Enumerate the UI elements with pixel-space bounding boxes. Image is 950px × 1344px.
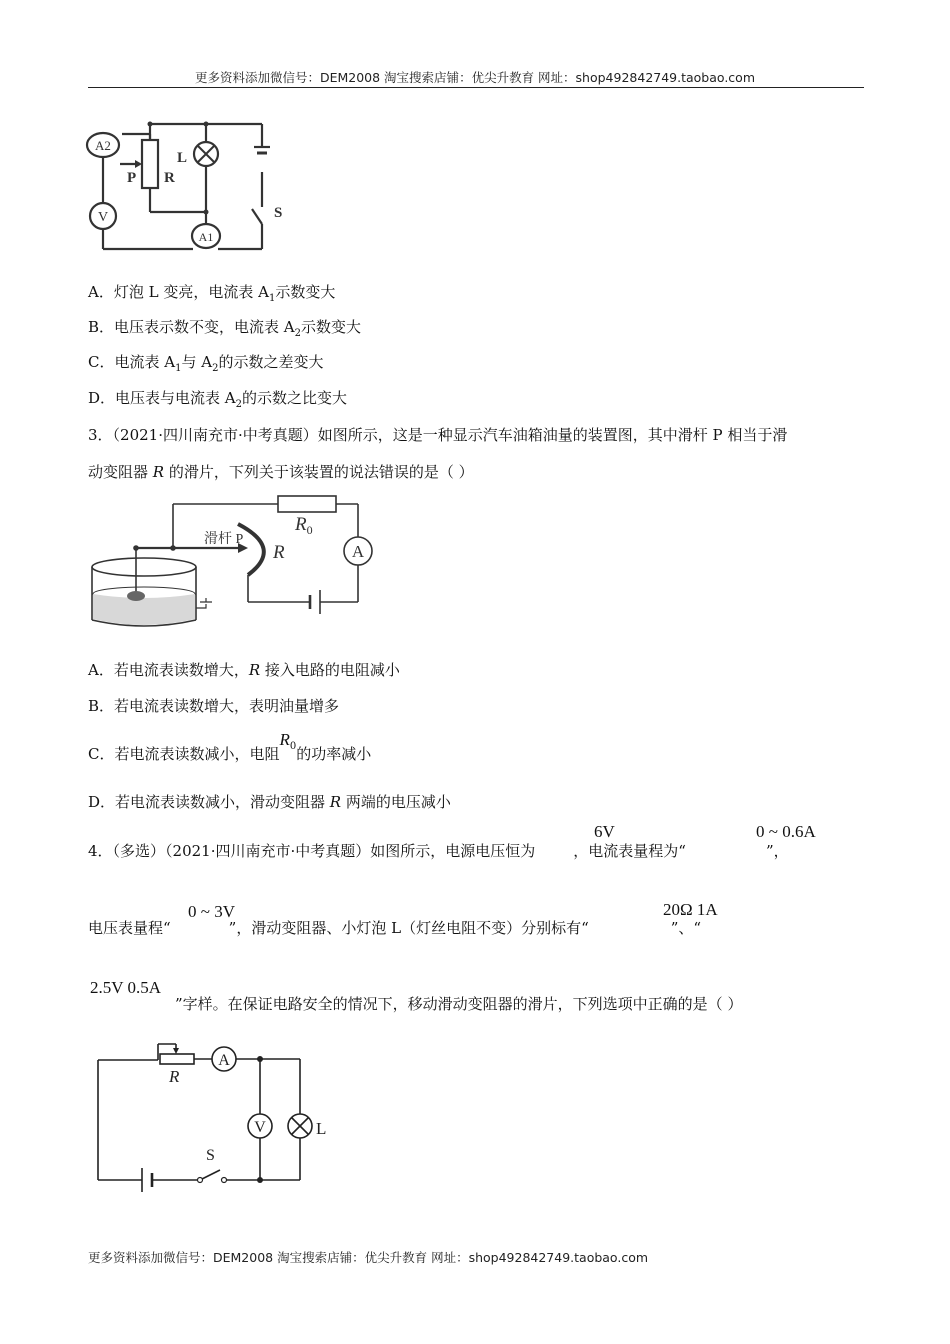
circuit-figure-1	[80, 112, 300, 262]
q2-option-d: D．电压表与电流表 $A_2$的示数之比变大	[88, 389, 348, 410]
rheostat-label: R	[164, 170, 175, 186]
ammeter-a2-label: A2	[95, 138, 111, 153]
q2-option-c: C．电流表 $A_1$与 $A_2$的示数之差变大	[88, 353, 324, 374]
q3-stem-line2: 动变阻器 R 的滑片，下列关于该装置的说法错误的是（ ）	[88, 463, 474, 481]
circuit-figure-3	[90, 1030, 350, 1200]
header-divider	[88, 87, 864, 88]
arc-resistor-label: R	[273, 542, 285, 563]
q3-option-c: C．若电流表读数减小，电阻$R_0$的功率减小	[88, 730, 372, 763]
slider-rod-label: 滑杆 P	[204, 532, 244, 547]
q4-voltmeter-range: 0 ~ 3V	[188, 902, 235, 921]
q2-option-a: A．灯泡 L 变亮，电流表 $A_1$示数变大	[88, 283, 336, 304]
lamp-label: L	[177, 150, 188, 166]
circuit3-voltmeter-label: V	[254, 1119, 266, 1136]
fuel-ammeter-label: A	[351, 542, 365, 561]
circuit3-rheostat-label: R	[169, 1067, 180, 1086]
fuel-gauge-figure	[88, 490, 388, 630]
q4-stem-line2: 电压表量程“ ”，滑动变阻器、小灯泡 L（灯丝电阻不变）分别标有“ ”、“	[88, 919, 702, 937]
q4-rheostat-rating: 20Ω 1A	[663, 900, 718, 919]
q3-option-b: B．若电流表读数增大，表明油量增多	[88, 697, 340, 715]
ammeter-a1-label: A1	[198, 230, 214, 244]
q3-option-d: D．若电流表读数减小，滑动变阻器 R 两端的电压减小	[88, 793, 451, 811]
page-footer: 更多资料添加微信号：DEM2008 淘宝搜索店铺：优尖升教育 网址：shop492842749.taobao.com	[88, 1250, 649, 1265]
q4-stem-line1: 4．（多选）（2021·四川南充市·中考真题）如图所示，电源电压恒为 ，电流表量程为“ ”，	[88, 842, 789, 860]
circuit3-lamp-label: L	[316, 1119, 327, 1138]
q4-ammeter-range: 0 ~ 0.6A	[756, 822, 816, 841]
q4-stem-line3: ”字样。在保证电路安全的情况下，移动滑动变阻器的滑片，下列选项中正确的是（ ）	[175, 995, 743, 1013]
page-header: 更多资料添加微信号：DEM2008 淘宝搜索店铺：优尖升教育 网址：shop492842749.taobao.com	[194, 70, 756, 85]
slider-label: P	[127, 170, 137, 186]
r0-label: $R_0$	[295, 514, 313, 537]
q2-option-b: B．电压表示数不变，电流表 $A_2$示数变大	[88, 318, 362, 339]
circuit3-switch-label: S	[206, 1147, 215, 1164]
switch-label: S	[274, 205, 283, 221]
voltmeter-label: V	[97, 210, 109, 225]
q3-option-a: A．若电流表读数增大，R 接入电路的电阻减小	[88, 661, 400, 679]
q4-voltage-value: 6V	[594, 822, 615, 841]
circuit3-ammeter-label: A	[218, 1052, 230, 1069]
q4-lamp-rating: 2.5V 0.5A	[90, 978, 161, 997]
q3-stem-line1: 3．（2021·四川南充市·中考真题）如图所示，这是一种显示汽车油箱油量的装置图，其中滑杆 P 相当于滑	[88, 426, 788, 444]
